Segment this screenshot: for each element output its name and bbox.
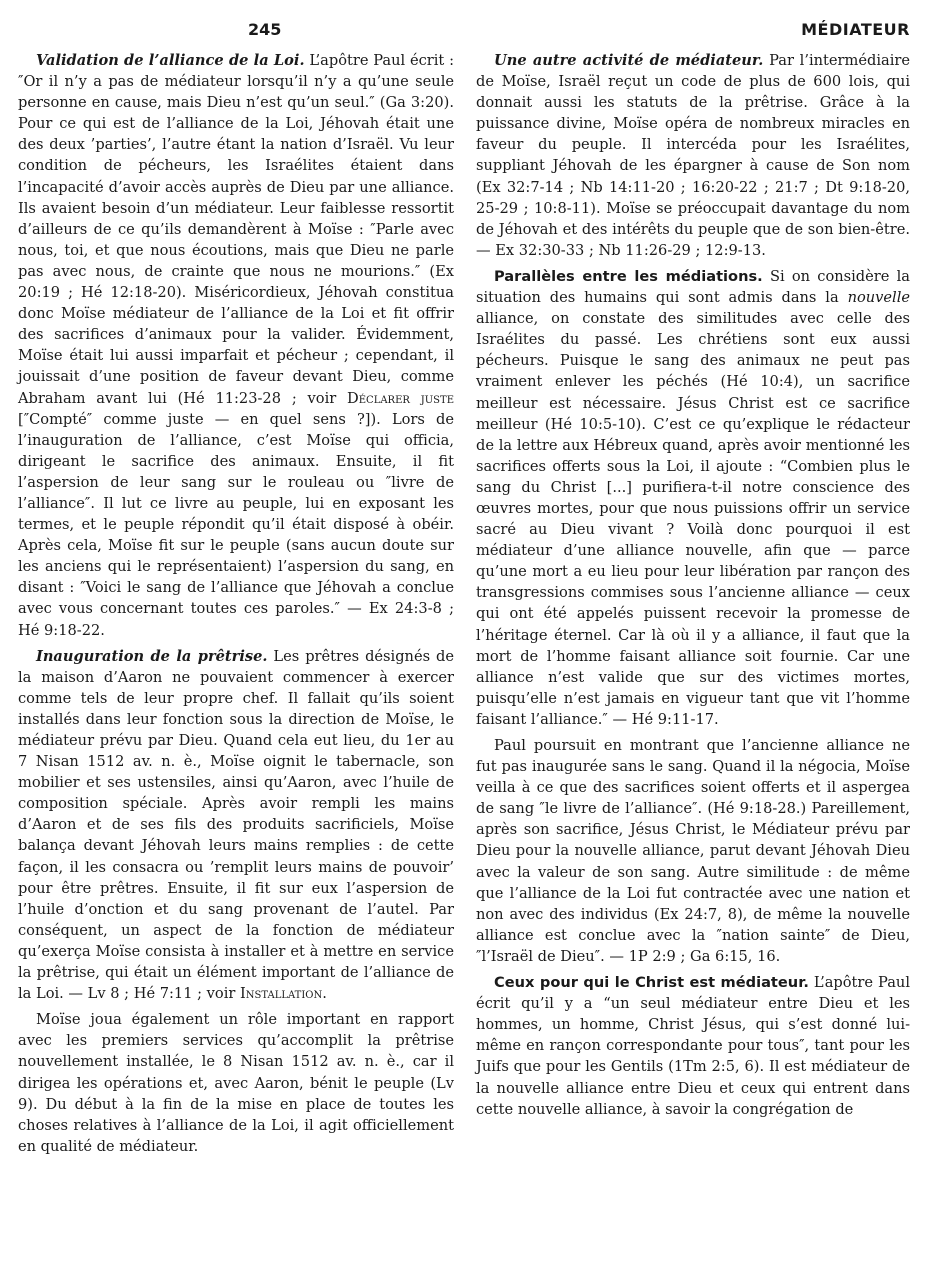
right-column bbox=[476, 50, 910, 1125]
cross-reference: Déclarer juste bbox=[347, 389, 454, 407]
paragraph-text: Les prêtres désignés de la maison d’Aaron ne pouvaient commencer à exercer comme tels de leur propre chef. Il fallait qu’ils soient installés dans leur fonction sous la direction de Moïse, le médiateur prévu par Dieu. Quand cela eut lieu, du 1er au 7 Nisan 1512 av. n. è., Moïse oignit le tabernacle, son mobilier et ses ustensiles, ainsi qu’Aaron, avec l’huile de composition spéciale. Après avoir rempli les mains d’Aaron et de ses fils des produits sacrificiels, Moïse balança devant Jéhovah leurs mains remplies : de cette façon, il les consacra ou ’remplit leurs mains de pouvoir’ pour être prêtres. Ensuite, il fit sur eux l’aspersion de l’huile d’onction et du sang provenant de l’autel. Par conséquent, un aspect de la fonction de médiateur qu’exerça Moïse consista à installer et à mettre en service la prêtrise, qui était un élément important de l’alliance de la Loi. — Lv 8 ; Hé 7:11 ; voir bbox=[18, 647, 454, 1003]
section-heading-autre-activite: Une autre activité de médiateur. bbox=[494, 52, 764, 69]
paragraph-validation bbox=[18, 50, 454, 641]
section-heading-inauguration: Inauguration de la prêtrise. bbox=[36, 647, 268, 665]
paragraph-paralleles bbox=[476, 266, 910, 730]
left-column bbox=[18, 50, 454, 1162]
paragraph-text: alliance, on constate des similitudes avec celle des Israélites du passé. Les chrétiens sont eux aussi pécheurs. Puisque le sang des animaux ne peut pas vraiment enlever les péchés (Hé 10:4), un sacrifice meilleur est nécessaire. Jésus Christ est ce sacrifice meilleur (Hé 10:5-10). C’est ce qu’explique le rédacteur de la lettre aux Hébreux quand, après avoir mentionné les sacrifices offerts sous la Loi, il ajoute : “Combien plus le sang du Christ [...] purifiera-t-il notre conscience des œuvres mortes, pour que nous puissions offrir un service sacré au Dieu vivant ? Voilà donc pourquoi il est médiateur d’une alliance nouvelle, afin que — parce qu’une mort a eu lieu pour leur libération par rançon des transgressions commises sous l’ancienne alliance — ceux qui ont été appelés puissent recevoir la promesse de l’héritage éternel. Car là où il y a alliance, il faut que la mort de l’homme faisant alliance soit fournie. Car une alliance n’est valide que sur des victimes mortes, puisqu’elle n’est jamais en vigueur tant que vit l’homme faisant l’alliance.″ — Hé 9:11-17. bbox=[476, 310, 910, 728]
paragraph-paul-poursuit bbox=[476, 735, 910, 967]
section-heading-paralleles: Parallèles entre les médiations. bbox=[494, 267, 763, 285]
running-head: MÉDIATEUR bbox=[801, 20, 910, 39]
paragraph-text: Moïse joua également un rôle important en rapport avec les premiers services qu’accomplit la prêtrise nouvellement installée, le 8 Nisan 1512 av. n. è., car il dirigea les opérations et, avec Aaron, bénit le peuple (Lv 9). Du début à la fin de la mise en place de toutes les choses relatives à l’alliance de la Loi, il agit officiellement en qualité de médiateur. bbox=[18, 1011, 454, 1155]
paragraph-text: L’apôtre Paul écrit qu’il y a “un seul médiateur entre Dieu et les hommes, un homme, Christ Jésus, qui s’est donné lui-même en rançon correspondante pour tous″, tant pour les Juifs que pour les Gentils (1Tm 2:5, 6). Il est médiateur de la nouvelle alliance entre Dieu et ceux qui entrent dans cette nouvelle alliance, à savoir la congrégation de bbox=[476, 974, 910, 1118]
paragraph-text: Si on considère la situation des humains qui sont admis dans la bbox=[476, 267, 910, 307]
paragraph-inauguration bbox=[18, 646, 454, 1005]
paragraph-ceux-pour-qui bbox=[476, 972, 910, 1120]
paragraph-moise-role bbox=[18, 1009, 454, 1157]
paragraph-text: L’apôtre Paul écrit : ″Or il n’y a pas de médiateur lorsqu’il n’y a qu’une seule personne en cause, mais Dieu n’est qu’un seul.″ (Ga 3:20). Pour ce qui est de l’alliance de la Loi, Jéhovah était une des deux ’parties’, l’autre étant la nation d’Israël. Vu leur condition de pécheurs, les Israélites étaient dans l’incapacité d’avoir accès auprès de Dieu par une alliance. Ils avaient besoin d’un médiateur. Leur faiblesse ressortit d’ailleurs de ce qu’ils demandèrent à Moïse : ″Parle avec nous, toi, et que nous écoutions, mais que Dieu ne parle pas avec nous, de crainte que nous ne mourions.″ (Ex 20:19 ; Hé 12:18-20). Miséricordieux, Jéhovah constitua donc Moïse médiateur de l’alliance de la Loi et fit offrir des sacrifices d’animaux pour la valider. Évidemment, Moïse était lui aussi imparfait et pécheur ; cependant, il jouissait d’une position de faveur devant Dieu, comme Abraham avant lui (Hé 11:23-28 ; voir bbox=[18, 52, 454, 407]
paragraph-autre-activite bbox=[476, 50, 910, 261]
paragraph-text: Paul poursuit en montrant que l’ancienne alliance ne fut pas inaugurée sans le sang. Quand il la négocia, Moïse veilla à ce que des sacrifices soient offerts et il aspergea de sang ″le livre de l’alliance″. (Hé 9:18-28.) Pareillement, après son sacrifice, Jésus Christ, le Médiateur prévu par Dieu pour la nouvelle alliance, parut devant Jéhovah Dieu avec la valeur de son sang. Autre similitude : de même que l’alliance de la Loi fut contractée avec une nation et non avec des individus (Ex 24:7, 8), de même la nouvelle alliance est conclue avec la ″nation sainte″ de Dieu, ″l’Israël de Dieu″. — 1P 2:9 ; Ga 6:15, 16. bbox=[476, 737, 910, 965]
page-number: 245 bbox=[248, 20, 282, 39]
section-heading-validation: Validation de l’alliance de la Loi. bbox=[36, 52, 305, 69]
emphasis-text: nouvelle bbox=[847, 289, 910, 307]
cross-reference: Installation. bbox=[240, 985, 327, 1003]
section-heading-ceux-pour-qui: Ceux pour qui le Christ est médiateur. bbox=[494, 974, 809, 992]
paragraph-text: [″Compté″ comme juste — en quel sens ?]). Lors de l’inauguration de l’alliance, c’est Moïse qui officia, dirigeant le sacrifice des animaux. Ensuite, il fit l’aspersion de leur sang sur le rouleau ou ″livre de l’alliance″. Il lut ce livre au peuple, lui en exposant les termes, et le peuple répondit qu’il était disposé à obéir. Après cela, Moïse fit sur le peuple (sans aucun doute sur les anciens qui le représentaient) l’aspersion du sang, en disant : ″Voici le sang de l’alliance que Jéhovah a conclue avec vous concernant toutes ces paroles.″ — Ex 24:3-8 ; Hé 9:18-22. bbox=[18, 410, 454, 639]
paragraph-text: Par l’intermédiaire de Moïse, Israël reçut un code de plus de 600 lois, qui donnait aussi les statuts de la prêtrise. Grâce à la puissance divine, Moïse opéra de nombreux miracles en faveur du peuple. Il intercéda pour les Israélites, suppliant Jéhovah de les épargner à cause de Son nom (Ex 32:7-14 ; Nb 14:11-20 ; 16:20-22 ; 21:7 ; Dt 9:18-20, 25-29 ; 10:8-11). Moïse se préoccupait davantage du nom de Jéhovah et des intérêts du peuple que de son bien-être. — Ex 32:30-33 ; Nb 11:26-29 ; 12:9-13. bbox=[476, 52, 911, 259]
page-header bbox=[18, 20, 910, 46]
